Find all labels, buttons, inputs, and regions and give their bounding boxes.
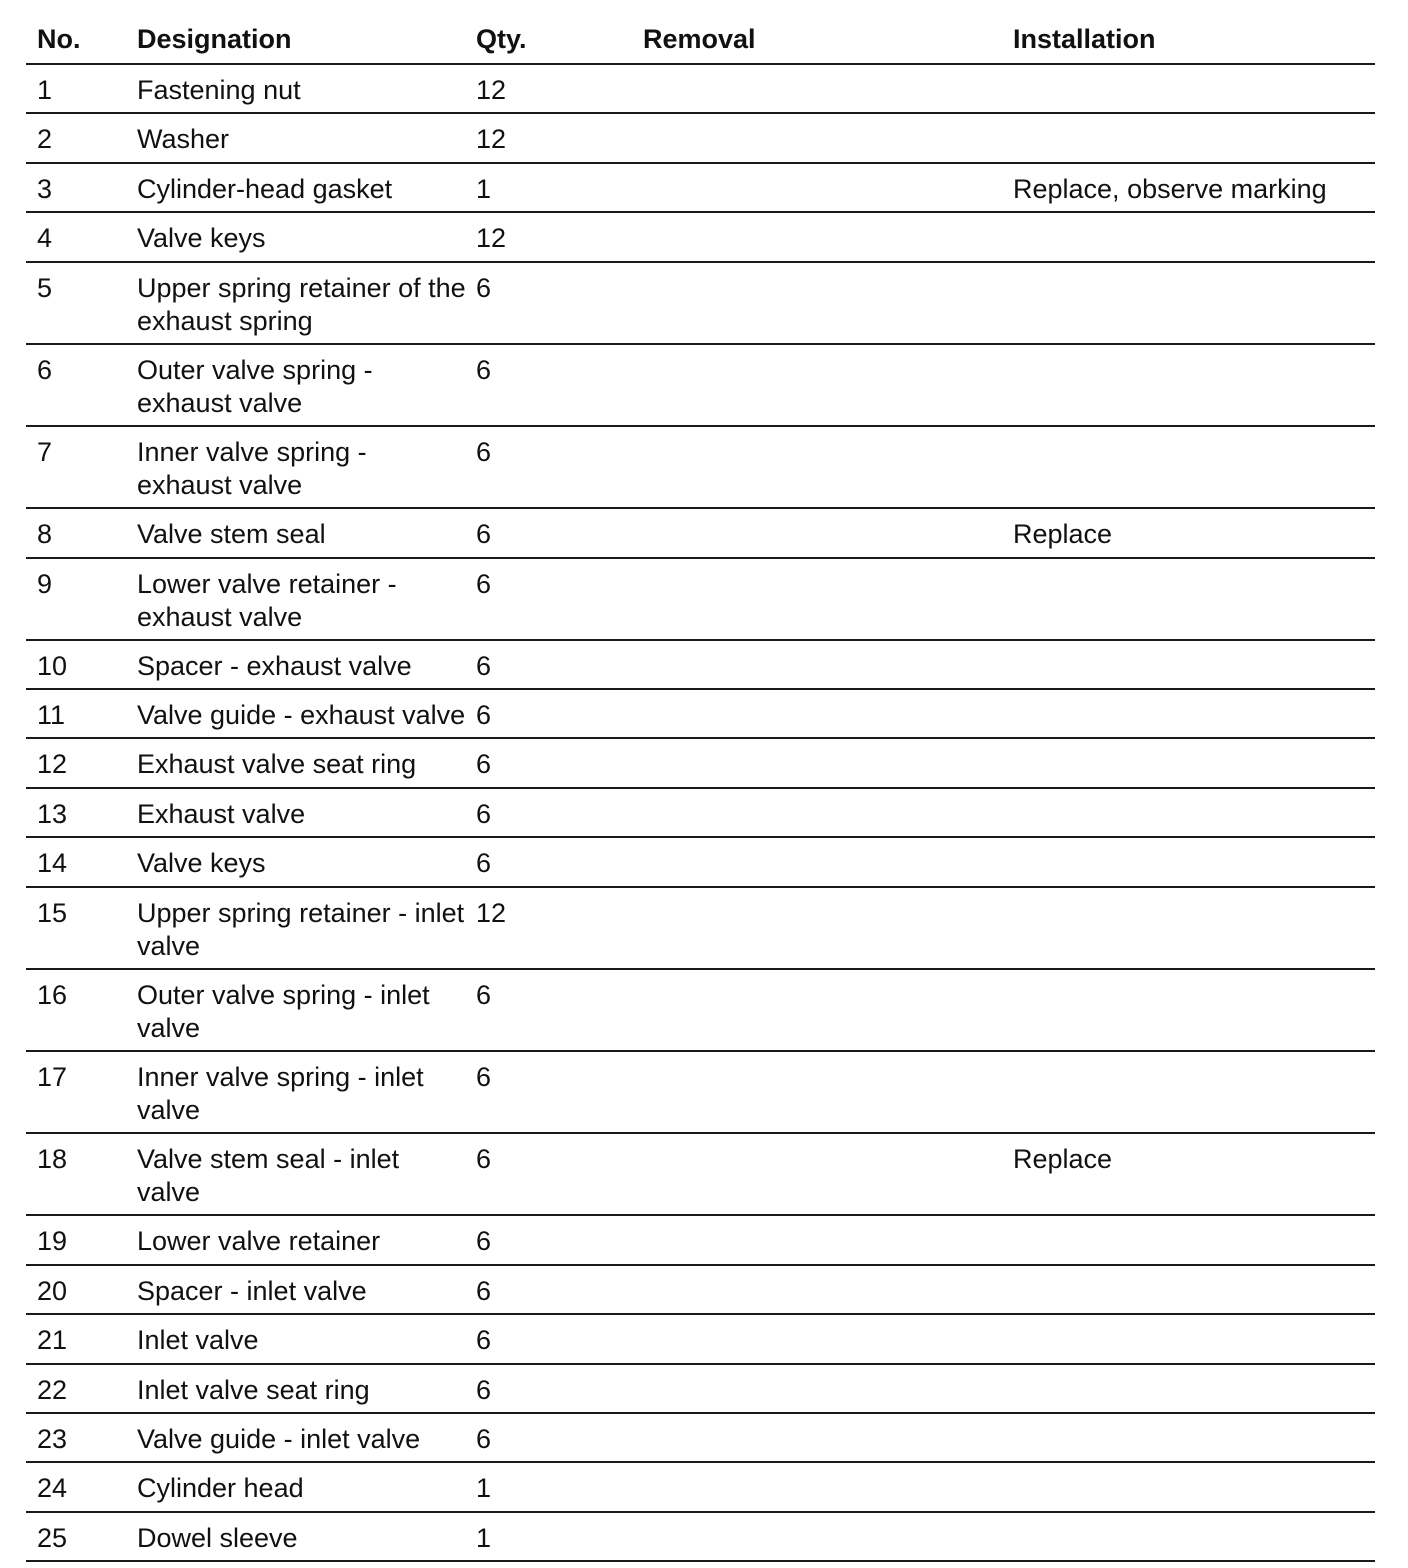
cell-no: 8 bbox=[37, 519, 53, 550]
table-row bbox=[26, 345, 1375, 427]
cell-no: 24 bbox=[37, 1473, 68, 1504]
header-removal: Removal bbox=[643, 24, 756, 54]
cell-no: 19 bbox=[37, 1226, 68, 1257]
cell-no: 10 bbox=[37, 650, 68, 681]
cell-designation: Dowel sleeve bbox=[137, 1522, 298, 1553]
cell-qty: 12 bbox=[476, 124, 507, 155]
cell-designation: Cylinder head bbox=[137, 1473, 304, 1504]
cell-no: 15 bbox=[37, 897, 68, 928]
cell-designation: Fastening nut bbox=[137, 75, 301, 105]
cell-designation: Outer valve spring - inlet valve bbox=[137, 979, 430, 1043]
cell-no: 23 bbox=[37, 1423, 68, 1454]
cell-no: 12 bbox=[37, 749, 68, 780]
cell-no: 4 bbox=[37, 223, 53, 254]
table-row bbox=[26, 1315, 1375, 1364]
parts-table bbox=[26, 0, 1375, 1562]
table-row bbox=[26, 1134, 1375, 1216]
cell-designation: Spacer - exhaust valve bbox=[137, 650, 412, 681]
cell-no: 3 bbox=[37, 173, 53, 204]
cell-designation: Exhaust valve bbox=[137, 798, 306, 829]
cell-qty: 12 bbox=[476, 75, 507, 105]
cell-qty: 6 bbox=[476, 798, 492, 829]
cell-qty: 6 bbox=[476, 749, 492, 780]
cell-no: 20 bbox=[37, 1275, 68, 1306]
table-row bbox=[26, 509, 1375, 558]
cell-designation: Exhaust valve seat ring bbox=[137, 749, 417, 780]
header-designation: Designation bbox=[137, 24, 292, 54]
table-row bbox=[26, 1216, 1375, 1265]
cell-designation: Inlet valve seat ring bbox=[137, 1374, 370, 1405]
cell-no: 18 bbox=[37, 1144, 68, 1175]
table-header bbox=[26, 0, 1375, 65]
cell-qty: 6 bbox=[476, 354, 492, 385]
cell-designation: Valve guide - inlet valve bbox=[137, 1423, 421, 1454]
cell-qty: 6 bbox=[476, 436, 492, 467]
cell-designation: Valve keys bbox=[137, 223, 266, 254]
cell-qty: 12 bbox=[476, 897, 507, 928]
cell-designation: Valve keys bbox=[137, 848, 266, 879]
cell-designation: Valve stem seal - inlet valve bbox=[137, 1144, 400, 1208]
cell-qty: 6 bbox=[476, 979, 492, 1010]
cell-designation: Lower valve retainer bbox=[137, 1226, 381, 1257]
cell-no: 17 bbox=[37, 1062, 68, 1093]
cell-installation: Replace, observe marking bbox=[1013, 173, 1327, 204]
table-row bbox=[26, 1513, 1375, 1562]
cell-qty: 6 bbox=[476, 650, 492, 681]
cell-no: 7 bbox=[37, 436, 53, 467]
cell-no: 22 bbox=[37, 1374, 68, 1405]
cell-qty: 6 bbox=[476, 1325, 492, 1356]
table-row bbox=[26, 1414, 1375, 1463]
table-row bbox=[26, 114, 1375, 163]
cell-no: 2 bbox=[37, 124, 53, 155]
cell-qty: 6 bbox=[476, 700, 492, 731]
cell-no: 11 bbox=[37, 700, 66, 731]
header-no: No. bbox=[37, 24, 81, 54]
table-row bbox=[26, 65, 1375, 114]
cell-no: 14 bbox=[37, 848, 68, 879]
cell-designation: Inner valve spring - inlet valve bbox=[137, 1062, 424, 1126]
cell-designation: Washer bbox=[137, 124, 230, 155]
table-row bbox=[26, 888, 1375, 970]
table-row bbox=[26, 1365, 1375, 1414]
cell-no: 13 bbox=[37, 798, 68, 829]
cell-no: 21 bbox=[37, 1325, 68, 1356]
header-qty: Qty. bbox=[476, 24, 527, 54]
table-row bbox=[26, 690, 1375, 739]
cell-qty: 6 bbox=[476, 1144, 492, 1175]
table-row bbox=[26, 427, 1375, 509]
cell-designation: Upper spring retainer - inlet valve bbox=[137, 897, 465, 961]
cell-qty: 6 bbox=[476, 568, 492, 599]
cell-no: 25 bbox=[37, 1522, 68, 1553]
cell-qty: 12 bbox=[476, 223, 507, 254]
table-row bbox=[26, 213, 1375, 262]
cell-qty: 1 bbox=[476, 1522, 492, 1553]
cell-designation: Valve guide - exhaust valve bbox=[137, 700, 466, 731]
cell-no: 5 bbox=[37, 272, 53, 303]
cell-designation: Cylinder-head gasket bbox=[137, 173, 393, 204]
cell-designation: Outer valve spring - exhaust valve bbox=[137, 354, 373, 418]
cell-no: 1 bbox=[37, 75, 53, 105]
cell-qty: 6 bbox=[476, 1226, 492, 1257]
table-row bbox=[26, 1052, 1375, 1134]
cell-no: 9 bbox=[37, 568, 53, 599]
cell-designation: Inlet valve bbox=[137, 1325, 259, 1356]
cell-qty: 1 bbox=[476, 1473, 492, 1504]
table-row bbox=[26, 739, 1375, 788]
cell-qty: 6 bbox=[476, 519, 492, 550]
cell-designation: Upper spring retainer of the exhaust spring bbox=[137, 272, 466, 336]
cell-designation: Spacer - inlet valve bbox=[137, 1275, 367, 1306]
table-row bbox=[26, 970, 1375, 1052]
table-row bbox=[26, 789, 1375, 838]
header-installation: Installation bbox=[1013, 24, 1156, 54]
table-row bbox=[26, 838, 1375, 887]
table-row bbox=[26, 559, 1375, 641]
cell-no: 6 bbox=[37, 354, 53, 385]
table-body bbox=[26, 65, 1375, 1562]
cell-installation: Replace bbox=[1013, 519, 1113, 550]
cell-qty: 6 bbox=[476, 1423, 492, 1454]
cell-qty: 6 bbox=[476, 1374, 492, 1405]
cell-installation: Replace bbox=[1013, 1144, 1113, 1175]
cell-qty: 6 bbox=[476, 1062, 492, 1093]
cell-designation: Valve stem seal bbox=[137, 519, 326, 550]
cell-qty: 6 bbox=[476, 272, 492, 303]
table-row bbox=[26, 263, 1375, 345]
cell-qty: 6 bbox=[476, 848, 492, 879]
table-row bbox=[26, 641, 1375, 690]
cell-no: 16 bbox=[37, 979, 68, 1010]
table-row bbox=[26, 164, 1375, 213]
table-row bbox=[26, 1266, 1375, 1315]
table-row bbox=[26, 1463, 1375, 1512]
cell-qty: 6 bbox=[476, 1275, 492, 1306]
cell-qty: 1 bbox=[476, 173, 492, 204]
cell-designation: Lower valve retainer - exhaust valve bbox=[137, 568, 397, 632]
cell-designation: Inner valve spring - exhaust valve bbox=[137, 436, 367, 500]
